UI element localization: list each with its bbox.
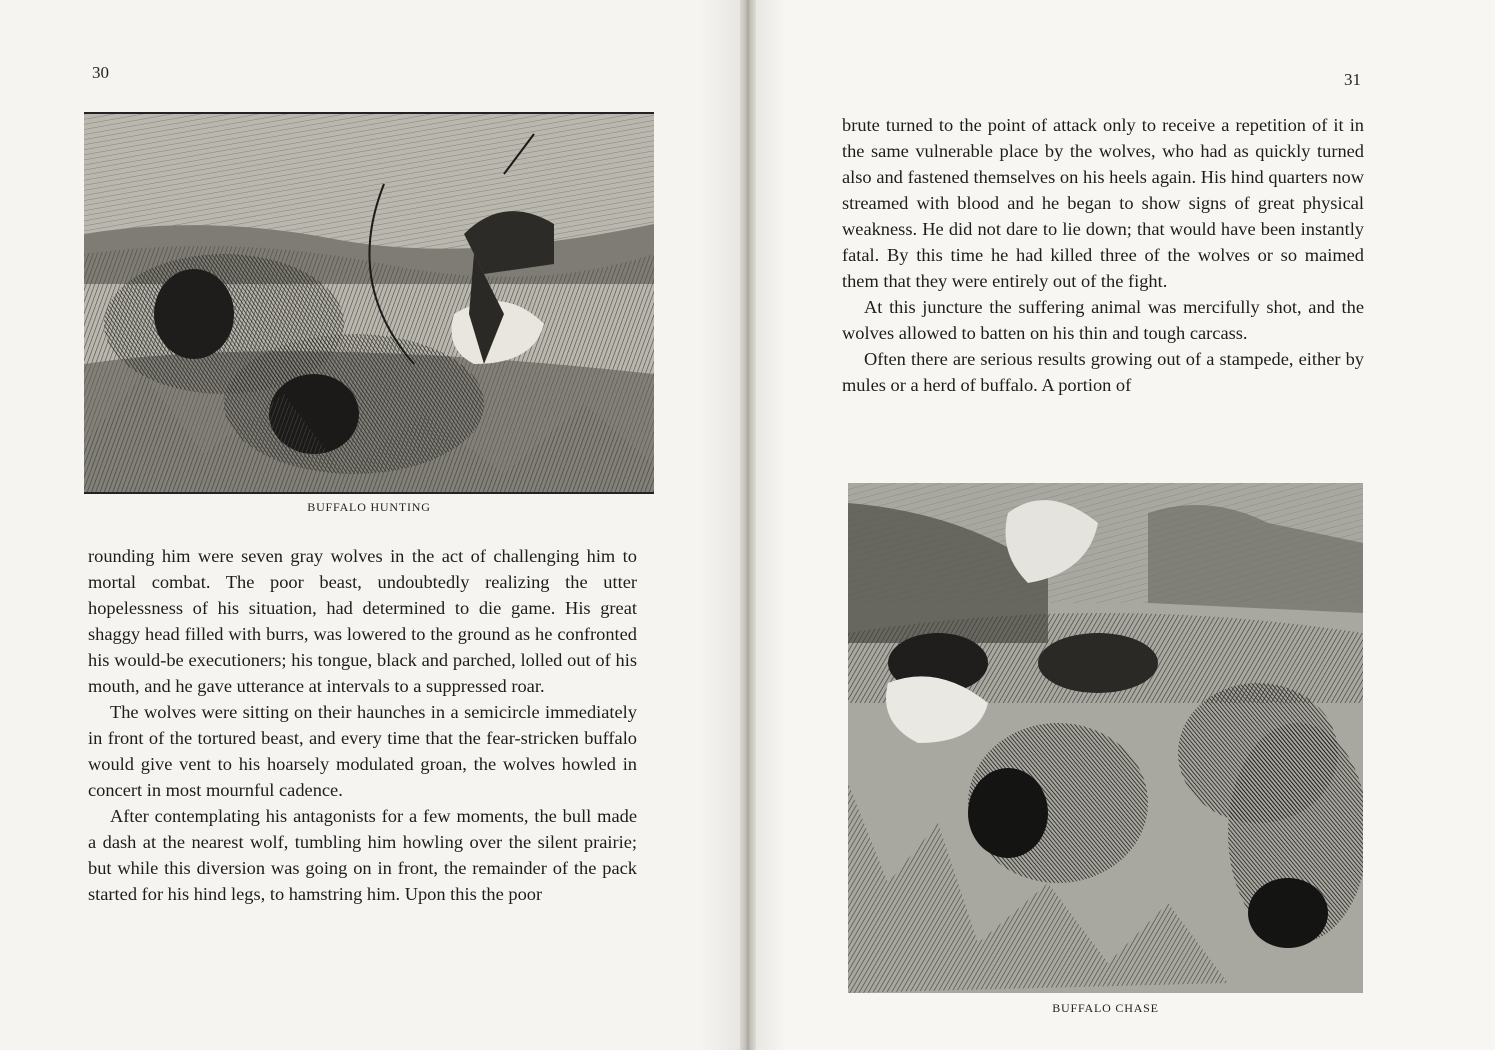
page-number-left: 30	[92, 63, 109, 82]
figure-caption-buffalo-chase: BUFFALO CHASE	[1052, 1001, 1159, 1015]
buffalo-chase-illustration	[848, 483, 1363, 993]
paragraph: Often there are serious results growing out of a stampede, either by mules or a herd of buffalo. A portion of	[842, 349, 1364, 395]
paragraph: rounding him were seven gray wolves in the act of challenging him to mortal combat. The poor beast, undoubtedly realizing the utter hopelessness of his situation, had determined to die game. His great shaggy head filled with burrs, was lowered to the ground as he confronted his would-be executioners; his tongue, black and parched, lolled out of his mouth, and he gave utterance at intervals to a suppressed roar.	[88, 546, 637, 696]
paragraph: At this juncture the suffering animal was mercifully shot, and the wolves allowed to batten on his thin and tough carcass.	[842, 297, 1364, 343]
figure-caption-buffalo-hunting: BUFFALO HUNTING	[307, 500, 431, 514]
paragraph: After contemplating his antagonists for a few moments, the bull made a dash at the nearest wolf, tumbling him howling over the silent prairie; but while this diversion was going on in front, the remainder of the pack started for his hind legs, to hamstring him. Upon this the poor	[88, 806, 637, 904]
paragraph: brute turned to the point of attack only to receive a repetition of it in the same vulnerable place by the wolves, who had as quickly turned also and fastened themselves on his heels again. His hind quarters now streamed with blood and he began to show signs of great physical weakness. He did not dare to lie down; that would have been instantly fatal. By this time he had killed three of the wolves or so maimed them that they were entirely out of the fight.	[842, 115, 1364, 291]
paragraph: The wolves were sitting on their haunches in a semicircle immediately in front of the tortured beast, and every time that the fear-stricken buffalo would give vent to his hoarsely modulated groan, the wolves howled in concert in most mournful cadence.	[88, 702, 637, 800]
left-page-body-text	[88, 543, 637, 907]
page-number-right: 31	[1344, 70, 1361, 89]
buffalo-hunting-illustration	[84, 112, 654, 494]
book-gutter	[740, 0, 756, 1050]
right-page-body-text	[842, 112, 1364, 398]
